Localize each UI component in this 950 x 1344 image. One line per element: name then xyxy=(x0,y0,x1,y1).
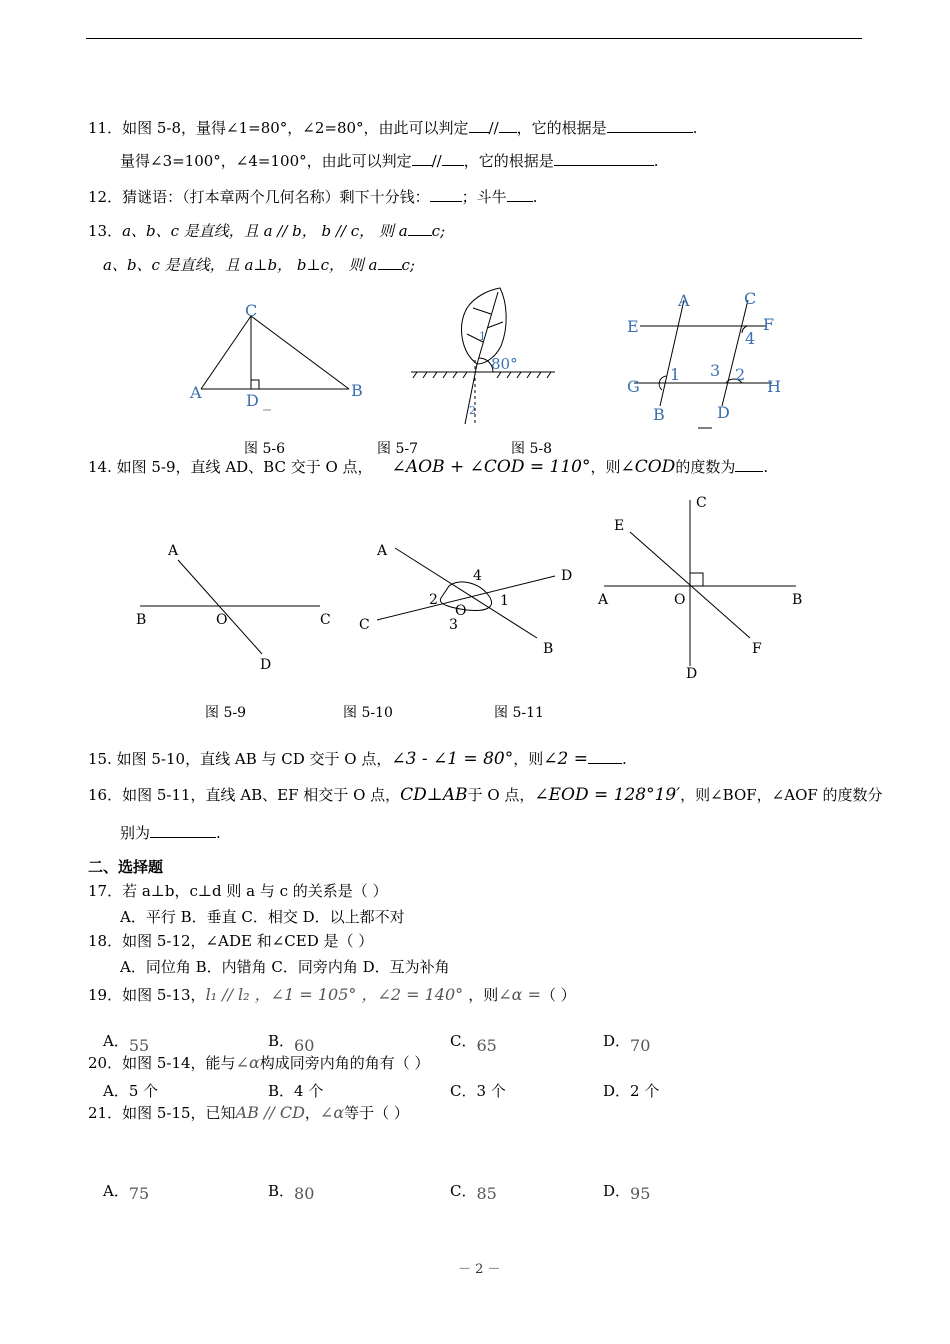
fig510-label-4: 4 xyxy=(473,568,482,584)
page-number: － 2 － xyxy=(458,1262,501,1277)
question-12 xyxy=(88,186,537,207)
q19-option-b xyxy=(268,1030,315,1055)
q19-math: l₁ // l₂ ，∠1 = 105° ，∠2 = 140° xyxy=(205,985,469,1004)
question-19-stem xyxy=(88,982,576,1005)
fig59-caption: 图 5-9 xyxy=(205,705,246,721)
q19-option-a xyxy=(103,1030,150,1055)
q11-end-2: . xyxy=(653,152,659,170)
fig510-line-ab xyxy=(395,548,537,638)
fig510-label-o: O xyxy=(455,603,467,619)
fig511-label-d: D xyxy=(686,666,698,682)
q20-option-a-value: 5 个 xyxy=(128,1082,159,1100)
fig56-caption: 图 5-6 xyxy=(244,441,285,457)
q21-option-b-letter: B． xyxy=(268,1182,295,1200)
q21-option-c-letter: C． xyxy=(450,1182,477,1200)
fig511-label-e: E xyxy=(614,518,625,534)
q12-text-a: 12．猜谜语：（打本章两个几何名称）剩下十分钱： xyxy=(88,188,430,206)
fig510-label-1: 1 xyxy=(500,593,509,609)
question-18-stem: 18．如图 5-12，∠ADE 和∠CED 是（ ） xyxy=(88,932,374,950)
q21-option-c-value: 85 xyxy=(476,1184,497,1203)
fig57-leaf-outline xyxy=(462,288,507,364)
q16-text-a: 16．如图 5-11，直线 AB、EF 相交于 O 点， xyxy=(88,786,401,804)
q13-text-d: c; xyxy=(401,256,415,274)
q11-end-1: . xyxy=(692,119,698,137)
q14-text-b: ，则 xyxy=(590,458,621,476)
fig56-label-b: B xyxy=(351,381,363,400)
q11-text-a: 11．如图 5-8，量得∠1=80°，∠2=80°，由此可以判定 xyxy=(88,119,469,137)
figure-5-6 xyxy=(185,298,375,418)
fig59-label-c: C xyxy=(320,612,331,628)
q20-math: ∠α xyxy=(235,1053,260,1072)
fig510-caption: 图 5-10 xyxy=(343,705,393,721)
question-11-line-1 xyxy=(88,117,697,138)
q20-option-b-value: 4 个 xyxy=(294,1082,324,1100)
q19-text-c: （ ） xyxy=(540,986,576,1004)
q13-text-a: a、b、c 是直线，且 a // b， b // c， 则 a xyxy=(122,222,408,240)
q19-text-a: 19．如图 5-13， xyxy=(88,986,206,1004)
q19-option-d xyxy=(603,1030,651,1055)
q21-option-d-value: 95 xyxy=(630,1184,651,1203)
q15-math-2: ∠2 = xyxy=(543,749,588,769)
q19-option-d-value: 70 xyxy=(630,1036,651,1055)
q20-option-c xyxy=(450,1080,506,1101)
fig56-segment-cb xyxy=(251,316,349,389)
q21-text-b: ， xyxy=(304,1104,320,1122)
q21-option-b-value: 80 xyxy=(294,1184,315,1203)
q20-option-b xyxy=(268,1080,323,1101)
q13-number: 13． xyxy=(88,222,123,240)
question-14 xyxy=(88,456,768,477)
question-15 xyxy=(88,748,627,769)
q12-end: . xyxy=(532,188,538,206)
fig57-label-2: 2 xyxy=(469,404,476,417)
question-16-line-1 xyxy=(88,784,883,805)
question-13-line-2 xyxy=(103,254,415,275)
figure-5-11 xyxy=(590,488,820,688)
fig56-label-c: C xyxy=(245,301,258,320)
q14-text-a: 14. 如图 5-9，直线 AD、BC 交于 O 点， xyxy=(88,458,373,476)
q20-option-d-value: 2 个 xyxy=(630,1082,660,1100)
section-2-heading: 二、选择题 xyxy=(88,858,164,876)
figure-5-10 xyxy=(355,538,585,663)
fig510-label-3: 3 xyxy=(449,617,458,633)
q16-math: CD⊥AB xyxy=(400,785,468,805)
q15-text-b: ，则 xyxy=(513,750,544,768)
q15-end: . xyxy=(621,750,627,768)
fig58-caption: 图 5-8 xyxy=(511,441,552,457)
q14-text-c: 的度数为 xyxy=(675,458,736,476)
q21-math-2: ∠α xyxy=(319,1103,345,1122)
q11-text-c: 量得∠3=100°，∠4=100°，由此可以判定 xyxy=(120,152,412,170)
fig58-label-f: F xyxy=(763,315,775,334)
fig56-segment-ac xyxy=(201,316,251,389)
q21-option-b xyxy=(268,1180,314,1201)
question-18-options: A．同位角 B．内错角 C．同旁内角 D．互为补角 xyxy=(120,958,450,976)
fig56-right-angle-mark xyxy=(251,380,259,389)
q11-text-d: ，它的根据是 xyxy=(463,152,554,170)
q19-option-c-letter: C． xyxy=(450,1032,477,1050)
q16-text-b: 于 O 点， xyxy=(467,786,535,804)
figure-5-9 xyxy=(130,538,340,678)
fig58-label-a: A xyxy=(678,291,690,310)
question-20-stem xyxy=(88,1052,430,1073)
fig511-label-a: A xyxy=(598,592,609,608)
header-rule xyxy=(86,38,862,39)
fig59-label-d: D xyxy=(260,657,272,673)
fig58-label-1: 1 xyxy=(670,365,681,384)
fig511-label-o: O xyxy=(674,592,686,608)
fig511-label-b: B xyxy=(792,592,803,608)
q16-text-d: 别为 xyxy=(120,824,151,842)
q15-text-a: 15. 如图 5-10，直线 AB 与 CD 交于 O 点， xyxy=(88,750,392,768)
fig58-line-cd xyxy=(722,300,748,406)
fig59-label-o: O xyxy=(216,612,228,628)
q16-end: . xyxy=(216,824,221,842)
fig58-label-3: 3 xyxy=(710,361,721,380)
fig58-label-2: 2 xyxy=(735,365,746,384)
fig58-label-e: E xyxy=(627,317,639,336)
question-16-line-2 xyxy=(120,822,221,843)
q21-option-a xyxy=(103,1180,149,1201)
q21-option-d-letter: D． xyxy=(603,1182,631,1200)
q20-option-d xyxy=(603,1080,659,1101)
q19-option-c-value: 65 xyxy=(476,1036,497,1055)
fig56-label-d: D xyxy=(246,391,259,410)
fig59-line-ad xyxy=(178,560,262,654)
fig510-label-d: D xyxy=(561,568,573,584)
fig58-label-h: H xyxy=(767,377,781,396)
fig57-vein-3 xyxy=(473,308,491,314)
q14-end: . xyxy=(763,458,769,476)
q16-math-2: ∠EOD = 128°19′ xyxy=(534,785,681,805)
q20-option-a-letter: A． xyxy=(103,1082,129,1100)
q20-option-b-letter: B． xyxy=(268,1082,295,1100)
q21-option-a-letter: A． xyxy=(103,1182,129,1200)
q20-text-b: 构成同旁内角的角有（ ） xyxy=(259,1054,430,1072)
q19-option-b-value: 60 xyxy=(294,1036,315,1055)
question-17-stem: 17．若 a⊥b，c⊥d 则 a 与 c 的关系是（ ） xyxy=(88,882,388,900)
q11-text-b: ，它的根据是 xyxy=(516,119,607,137)
fig58-label-b: B xyxy=(653,405,665,424)
fig58-label-g: G xyxy=(627,377,640,396)
q19-option-a-letter: A． xyxy=(103,1032,129,1050)
fig57-caption: 图 5-7 xyxy=(377,441,418,457)
question-11-line-2 xyxy=(120,150,659,171)
fig57-label-1: 1 xyxy=(479,330,486,343)
q21-option-a-value: 75 xyxy=(128,1184,150,1203)
fig510-label-2: 2 xyxy=(429,592,438,608)
fig510-label-b: B xyxy=(543,641,554,657)
q21-option-c xyxy=(450,1180,497,1201)
fig511-label-c: C xyxy=(696,495,707,511)
fig59-label-a: A xyxy=(168,543,179,559)
q19-option-d-letter: D． xyxy=(603,1032,631,1050)
q20-option-d-letter: D． xyxy=(603,1082,631,1100)
q13-text-b: c; xyxy=(431,222,446,240)
q20-option-c-value: 3 个 xyxy=(476,1082,506,1100)
fig59-label-b: B xyxy=(136,612,147,628)
figure-5-7 xyxy=(405,282,565,430)
q14-math: ∠AOB + ∠COD = 110° xyxy=(391,457,591,477)
fig511-label-f: F xyxy=(752,641,762,657)
q19-text-b: ，则 xyxy=(468,986,499,1004)
q19-option-b-letter: B． xyxy=(268,1032,295,1050)
q12-text-b: ；斗牛 xyxy=(461,188,507,206)
fig56-label-a: A xyxy=(190,383,202,402)
q15-math: ∠3 - ∠1 = 80° xyxy=(391,749,514,769)
fig510-label-c: C xyxy=(359,617,370,633)
q20-option-c-letter: C． xyxy=(450,1082,477,1100)
q21-text-c: 等于（ ） xyxy=(344,1104,409,1122)
q21-math: AB // CD xyxy=(235,1103,305,1122)
q19-option-c xyxy=(450,1030,497,1055)
fig58-line-ab xyxy=(660,300,684,406)
q20-option-a xyxy=(103,1080,158,1101)
q19-option-a-value: 55 xyxy=(128,1036,150,1055)
question-17-options: A．平行 B．垂直 C．相交 D．以上都不对 xyxy=(120,908,405,926)
fig510-label-a: A xyxy=(377,543,388,559)
q21-text-a: 21．如图 5-15，已知 xyxy=(88,1104,236,1122)
fig58-label-d: D xyxy=(717,403,730,422)
figure-5-8 xyxy=(622,286,792,436)
q16-text-c: ，则∠BOF，∠AOF 的度数分 xyxy=(680,786,883,804)
q13-text-c: a、b、c 是直线，且 a⊥b， b⊥c， 则 a xyxy=(103,256,378,274)
fig58-label-c: C xyxy=(744,289,757,308)
q11-parallel-2: // xyxy=(431,152,442,170)
fig511-caption: 图 5-11 xyxy=(494,705,544,721)
question-21-stem xyxy=(88,1102,409,1123)
question-13-line-1 xyxy=(88,220,445,241)
fig57-angle-label: 80° xyxy=(491,355,518,373)
fig58-label-4: 4 xyxy=(745,329,756,348)
q21-option-d xyxy=(603,1180,650,1201)
q14-math-2: ∠COD xyxy=(620,457,676,477)
q11-parallel-1: // xyxy=(488,119,499,137)
fig511-right-angle-mark xyxy=(690,573,703,586)
q19-math-2: ∠α = xyxy=(498,985,541,1004)
q20-text-a: 20．如图 5-14，能与 xyxy=(88,1054,236,1072)
